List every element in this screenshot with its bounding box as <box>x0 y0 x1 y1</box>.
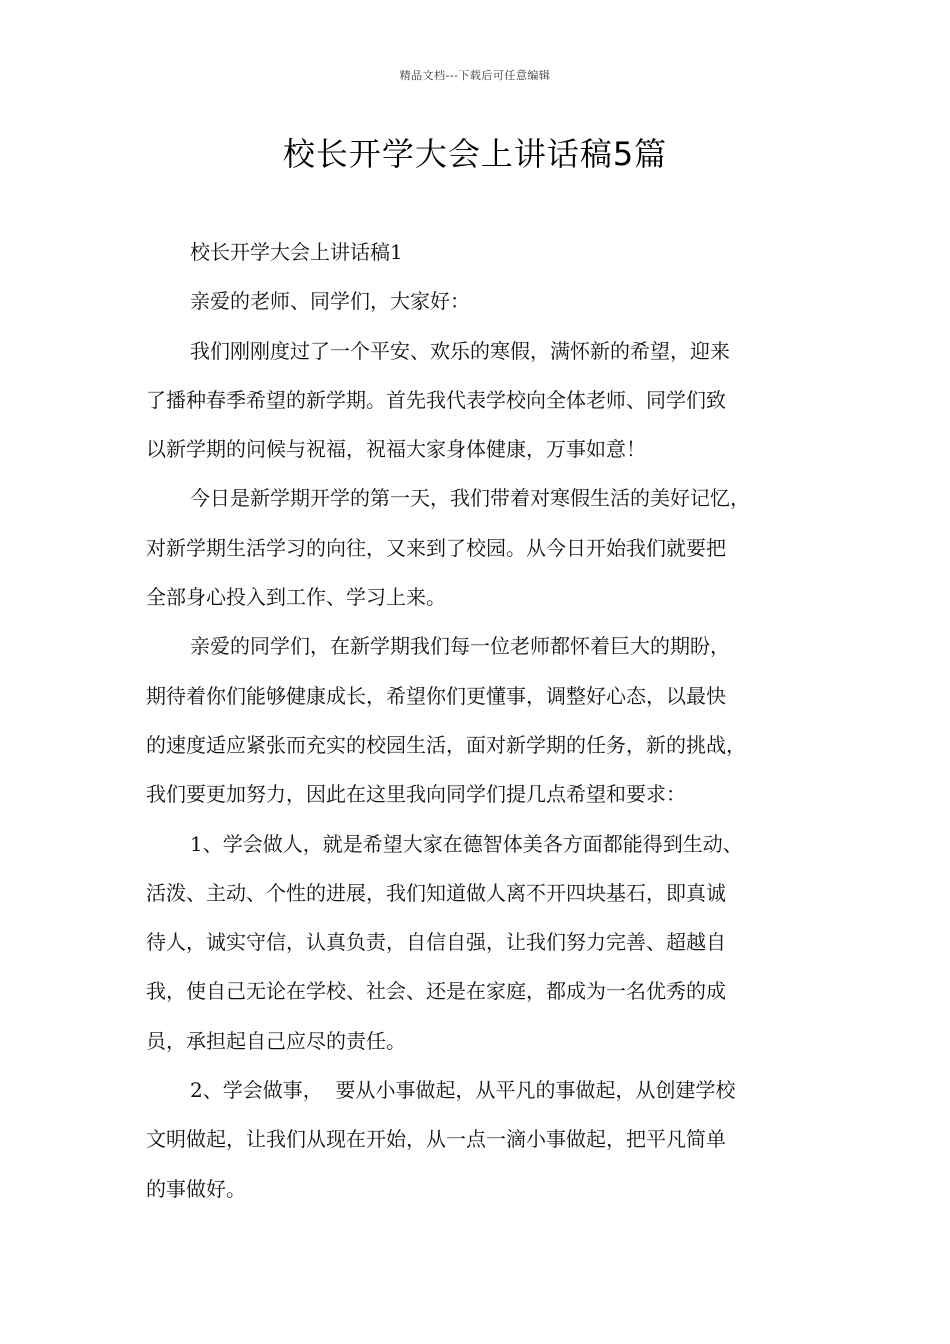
greeting-paragraph <box>146 277 836 326</box>
header-note: 精品文档---下载后可任意编辑 <box>399 69 551 82</box>
paragraph-line: 员，承担起自己应尽的责任。 <box>146 1028 406 1053</box>
paragraph-line: 我，使自己无论在学校、社会、还是在家庭，都成为一名优秀的成 <box>146 979 726 1004</box>
body-paragraph <box>146 1066 836 1214</box>
paragraph-line: 期待着你们能够健康成长，希望你们更懂事，调整好心态，以最快 <box>146 683 726 708</box>
section-heading <box>146 228 836 277</box>
paragraph-line: 我们要更加努力，因此在这里我向同学们提几点希望和要求： <box>146 782 686 807</box>
paragraph-line: 1、学会做人，就是希望大家在德智体美各方面都能得到生动、 <box>190 831 743 856</box>
paragraph-line: 了播种春季希望的新学期。首先我代表学校向全体老师、同学们致 <box>146 387 726 412</box>
paragraph-line: 全部身心投入到工作、学习上来。 <box>146 585 446 610</box>
paragraph-line: 今日是新学期开学的第一天，我们带着对寒假生活的美好记忆， <box>190 486 750 511</box>
paragraph-line: 文明做起，让我们从现在开始，从一点一滴小事做起，把平凡简单 <box>146 1127 726 1152</box>
body-paragraph <box>146 622 836 819</box>
paragraph-line: 以新学期的问候与祝福，祝福大家身体健康，万事如意！ <box>146 437 646 462</box>
paragraph-line: 活泼、主动、个性的进展，我们知道做人离不开四块基石，即真诚 <box>146 880 726 905</box>
document-title: 校长开学大会上讲话稿5篇 <box>282 135 668 173</box>
paragraph-line: 的事做好。 <box>146 1176 246 1201</box>
paragraph-line: 校长开学大会上讲话稿1 <box>190 240 403 264</box>
paragraph-line: 的速度适应紧张而充实的校园生活，面对新学期的任务，新的挑战， <box>146 732 746 757</box>
paragraph-line: 2、学会做事， 要从小事做起，从平凡的事做起，从创建学校 <box>190 1078 736 1103</box>
paragraph-line: 我们刚刚度过了一个平安、欢乐的寒假，满怀新的希望，迎来 <box>190 338 730 363</box>
document-body <box>146 228 836 1214</box>
body-paragraph <box>146 474 836 622</box>
body-paragraph <box>146 327 836 475</box>
paragraph-line: 待人，诚实守信，认真负责，自信自强，让我们努力完善、超越自 <box>146 930 726 955</box>
body-paragraph <box>146 820 836 1066</box>
paragraph-line: 对新学期生活学习的向往，又来到了校园。从今日开始我们就要把 <box>146 535 726 560</box>
paragraph-line: 亲爱的同学们，在新学期我们每一位老师都怀着巨大的期盼， <box>190 634 730 659</box>
paragraph-line: 亲爱的老师、同学们，大家好： <box>190 289 470 314</box>
